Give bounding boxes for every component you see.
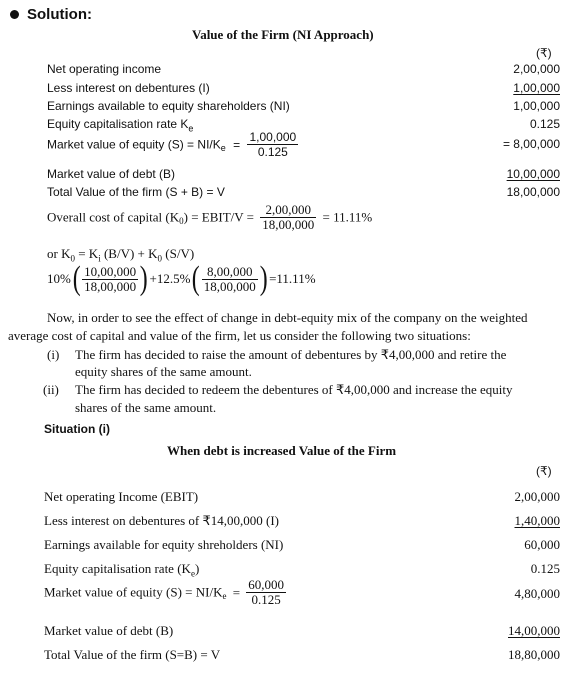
t1-row-value: 1,00,000 — [513, 81, 560, 95]
table2-title: When debt is increased Value of the Firm — [167, 443, 397, 458]
formula2-b: = K — [74, 246, 99, 261]
fraction-numerator: 1,00,000 — [249, 130, 297, 144]
t1-equity-sub: e — [220, 143, 226, 154]
t1-row-label: Total Value of the firm (S + B) = V — [47, 185, 225, 199]
fraction-denominator: 0.125 — [251, 592, 281, 607]
t2-row-value: 60,000 — [524, 537, 560, 552]
formula1-mid: ) = EBIT/V = — [183, 209, 255, 225]
t1-row-value: 0.125 — [529, 117, 560, 131]
t2-row-label — [44, 561, 199, 579]
formula3-fraction1 — [82, 265, 138, 294]
t1-equity-label: Market value of equity (S) = NI/K — [47, 137, 221, 152]
fraction-numerator: 8,00,000 — [202, 265, 258, 280]
list-item-line: equity shares of the same amount. — [75, 364, 252, 379]
t1-row-value: = 8,00,000 — [502, 137, 560, 151]
formula1-result: = 11.11% — [322, 209, 373, 225]
t2-equity-fraction — [246, 578, 286, 607]
formula2-a: or K — [47, 246, 71, 261]
t2-row-value: 2,00,000 — [514, 489, 560, 504]
formula2-b-sub: i — [98, 253, 101, 264]
formula1-sub: 0 — [179, 216, 184, 227]
t2-row-label: Total Value of the firm (S=B) = V — [44, 647, 221, 662]
t1-equity-row — [47, 130, 298, 159]
t2-equity-eq: = — [232, 584, 241, 600]
t2-equity-row — [44, 578, 286, 607]
t1-rate-sub: e — [188, 123, 194, 134]
formula2-a-sub: 0 — [70, 253, 75, 264]
t1-row-label: Net operating income — [47, 62, 162, 76]
right-paren-icon: ) — [259, 260, 268, 297]
t2-row-label: Less interest on debentures of ₹14,00,000 (I) — [44, 513, 279, 528]
right-paren-icon: ) — [139, 260, 148, 297]
table1-title: Value of the Firm (NI Approach) — [192, 27, 374, 42]
solution-heading-text: Solution: — [27, 6, 92, 23]
t2-rate-label: Equity capitalisation rate (K — [44, 561, 191, 576]
fraction-denominator: 18,00,000 — [262, 217, 315, 232]
t1-row-value: 1,00,000 — [513, 99, 560, 113]
t2-row-label: Earnings available for equity shreholders (NI) — [44, 537, 284, 552]
t2-row-value: 14,00,000 — [508, 623, 560, 638]
fraction-denominator: 18,00,000 — [203, 278, 256, 294]
overall-cost-formula — [47, 203, 372, 232]
table1-currency: (₹) — [536, 46, 552, 60]
formula3-p2: +12.5% — [149, 271, 191, 286]
weighted-formula — [47, 246, 194, 264]
formula3-p1: 10% — [47, 271, 71, 286]
t1-row-label: Earnings available to equity shareholders (NI) — [47, 99, 290, 113]
fraction-denominator: 0.125 — [257, 145, 288, 159]
left-paren-icon: ( — [192, 260, 201, 297]
t2-equity-label: Market value of equity (S) = NI/K — [44, 584, 223, 600]
bullet-icon — [10, 10, 19, 19]
paragraph-line: average cost of capital and value of the firm, let us consider the following two situations: — [8, 328, 471, 343]
solution-heading — [10, 6, 92, 23]
formula2-c-sub: 0 — [157, 253, 163, 264]
t2-row-value: 0.125 — [530, 561, 560, 576]
fraction-numerator: 10,00,000 — [84, 263, 137, 279]
left-paren-icon: ( — [72, 260, 81, 297]
t2-equity-sub: e — [222, 591, 227, 602]
situation-heading: Situation (i) — [44, 422, 110, 436]
list-marker: (ii) — [43, 382, 59, 397]
t1-rate-label: Equity capitalisation rate K — [47, 117, 189, 131]
t2-row-value: 18,80,000 — [508, 647, 560, 662]
t2-row-label: Market value of debt (B) — [44, 623, 174, 638]
t1-equity-fraction — [247, 130, 298, 159]
list-item-line: shares of the same amount. — [75, 400, 217, 415]
paragraph-line: Now, in order to see the effect of change in debt-equity mix of the company on the weighted — [47, 310, 528, 325]
formula3-fraction2 — [202, 265, 258, 294]
t2-rate-sub: e — [190, 568, 195, 579]
fraction-numerator: 60,000 — [248, 577, 285, 592]
t2-row-value: 4,80,000 — [514, 586, 560, 601]
t1-row-label: Market value of debt (B) — [47, 167, 176, 181]
t2-row-value: 1,40,000 — [514, 513, 560, 528]
formula2-c: (B/V) + K — [100, 246, 158, 261]
list-item-line: The firm has decided to redeem the debentures of ₹4,00,000 and increase the equity — [75, 382, 513, 397]
t1-equity-eq: = — [233, 137, 241, 152]
fraction-denominator: 18,00,000 — [84, 278, 137, 294]
t1-row-value: 18,00,000 — [506, 185, 560, 199]
formula3-result: =11.11% — [269, 271, 316, 286]
t2-row-label: Net operating Income (EBIT) — [44, 489, 199, 504]
formula1-fraction — [260, 203, 316, 232]
fraction-numerator: 2,00,000 — [260, 203, 316, 218]
t1-row-value: 10,00,000 — [506, 167, 560, 181]
list-item-line: The firm has decided to raise the amount of debentures by ₹4,00,000 and retire the — [75, 347, 507, 362]
list-marker: (i) — [47, 347, 60, 362]
formula2-d: (S/V) — [162, 246, 195, 261]
t1-row-value: 2,00,000 — [513, 62, 560, 76]
table2-currency: (₹) — [536, 464, 552, 478]
formula1-left: Overall cost of capital (K — [47, 209, 180, 225]
t2-rate-tail: ) — [194, 561, 200, 576]
t1-row-label: Less interest on debentures (I) — [47, 81, 210, 95]
weighted-calc-formula — [47, 262, 316, 296]
